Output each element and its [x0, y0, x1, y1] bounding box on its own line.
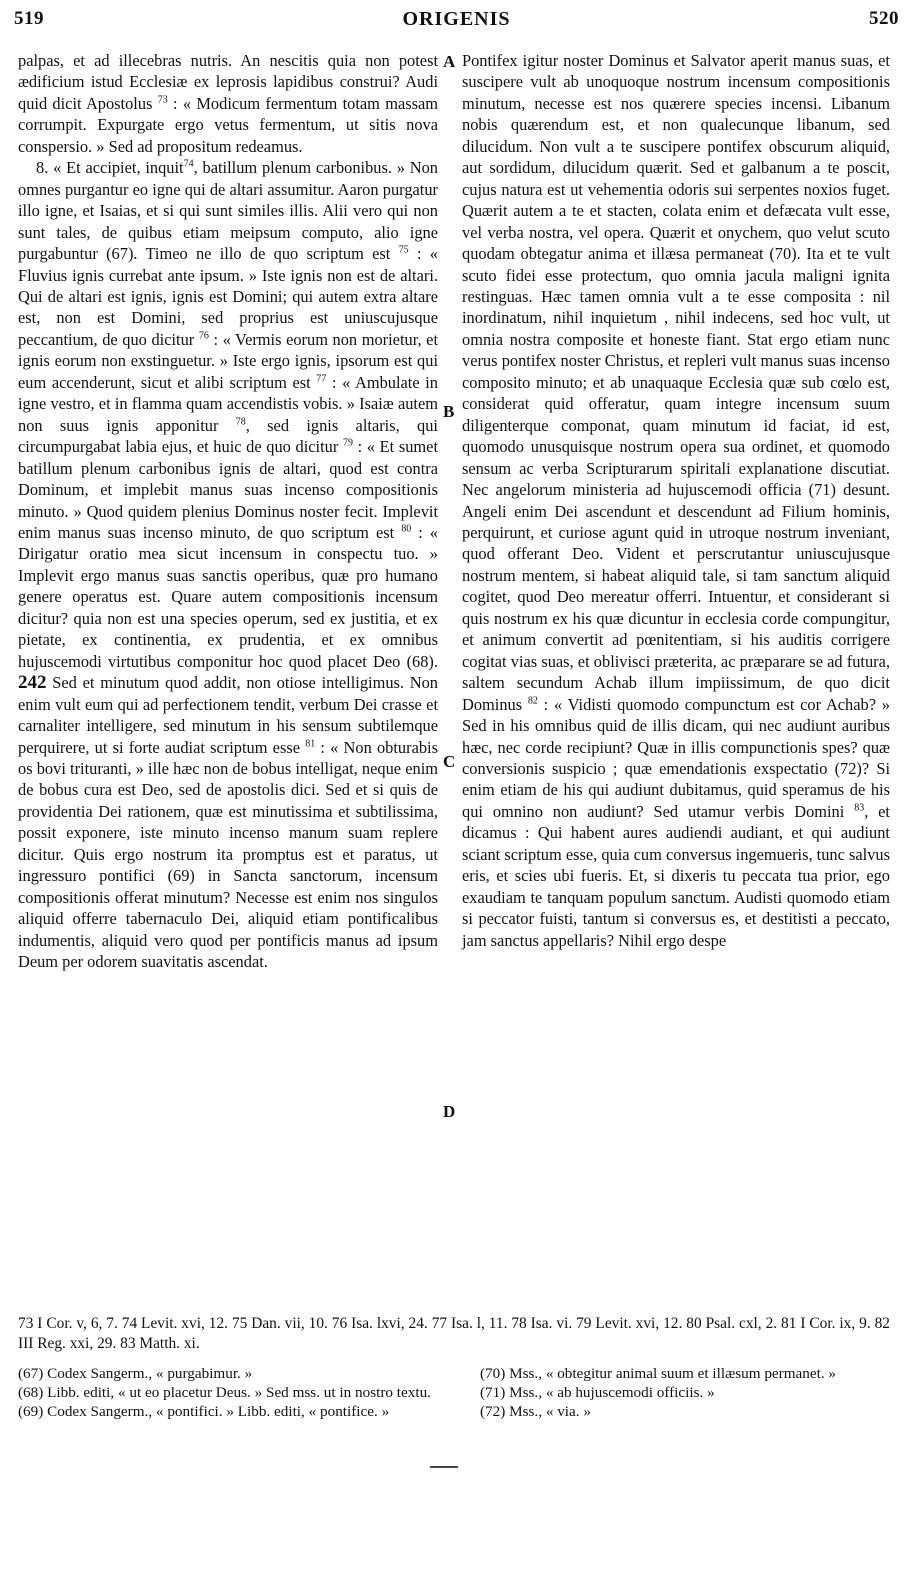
right-column: [462, 50, 890, 951]
scripture-references: 73 I Cor. v, 6, 7. 74 Levit. xvi, 12. 75 Dan. vii, 10. 76 Isa. lxvi, 24. 77 Isa. l, 11. 78 Isa. vi. 79 Levit. xvi, 12. 80 Psal. cxl, 2. 81 I Cor. ix, 9. 82 III Reg. xxi, 29. 83 Matth. xi.: [18, 1315, 890, 1352]
note-69: (69) Codex Sangerm., « pontifici. » Libb. editi, « pontifice. »: [18, 1403, 390, 1420]
page-number-right: 520: [869, 8, 899, 29]
ref-marker: 77: [316, 373, 327, 385]
section-marker-d: D: [443, 1102, 456, 1121]
section-marker-b: B: [443, 402, 455, 421]
section-marker-c: C: [443, 752, 456, 771]
left-paragraph-8: 8. « Et accipiet, inquit$^{74}$, batillum plenum carbonibus. » Non omnes purgantur eo igne qui de altari assumitur. Aaron purgatur illo igne, et Isaias, et si qui sunt similes illis. Alii vero qui non sunt tales, de quibus etiam meipsum computo, alio igne purgabuntur (67). Timeo ne illo de quo scriptum est $^{75}$ : « Fluvius ignis currebat ante ipsum. » Iste ignis non est de altari. Qui de altari est ignis, ignis est Domini; qui autem extra altare est, non est Domini, sed proprius est uniuscujusque peccantium, de quo dicitur $^{76}$ : « Vermis eorum non morietur, et ignis eorum non exstinguetur. » Iste ergo ignis, ipsorum est qui eum accenderunt, sicut et alibi scriptum est $^{77}$ : « Ambulate in igne vestro, et in flamma quam accendistis vobis. » Isaiæ autem non suus ignis apponitur $^{78}$, sed ignis altaris, qui circumpurgabat labia ejus, et huic de quo dicitur $^{79}$ : « Et sumet batillum plenum carbonibus ignis de altari, quod est contra Dominum, et implebit manus suas incenso compositionis minuto. » Quod quidem plenius Dominus noster fecit. Implevit enim manus suas incenso minuto, de quo scriptum est $^{80}$ : « Dirigatur oratio mea sicut incensum in conspectu tuo. » Implevit ergo manus suas sanctis operibus, quæ pro humano genere operatus est. Quare autem compositionis incensum dicitur? quia non est una species operum, sed ex justitia, et ex pietate, ex continentia, ex prudentia, et ex omnibus hujuscemodi virtutibus componitur hoc quod placet Deo (68). 242 Sed et minutum quod addit, non otiose intelligimus. Non enim vult eum qui ad perfectionem tendit, verbum Dei crasse et carnaliter intelligere, sed minutum in his sensum subtilemque perquirere, ut si forte audiat scriptum esse $^{81}$ : « Non obturabis os bovi trituranti, » ille hæc non de bobus intelligat, neque enim de bobus cura est Deo, sed de apostolis dici. Sed et si quis de providentia Dei rationem, quæ est minutissima et subtilissima, possit exponere, iste minuto incenso manum suam replere dicitur. Quis ergo nostrum ita promptus est et paratus, ut ingressuro pontifici (69) in Sancta sanctorum, incensum compositionis offerat minutum? Necesse est enim nos singulos aliquid offerre tabernaculo Dei, aliquid etiam pontificalibus indumentis, aliquid vero quod per pontificis manus ad ipsum Deum per odorem suavitatis ascendat.: [18, 158, 439, 972]
end-ornament: [430, 1466, 458, 1468]
note-72: (72) Mss., « via. »: [480, 1403, 591, 1420]
ref-marker: 78: [235, 416, 246, 428]
left-paragraph-1: palpas, et ad illecebras nutris. An nescitis quia non potest ædificium istud Ecclesiæ ex leprosis lapidibus construi? Audi quid dicit Apostolus $^{73}$ : « Modicum fermentum totam massam corrumpit. Expurgate ergo vetus fermentum, ut sitis nova conspersio. » Sed ad propositum redeamus.: [18, 51, 438, 156]
left-column: [18, 50, 438, 972]
ref-marker: 73: [157, 94, 168, 106]
note-67: (67) Codex Sangerm., « purgabimur. »: [18, 1365, 253, 1382]
notes-left: [18, 1364, 440, 1421]
section-marker-a: A: [443, 52, 456, 71]
running-header: [14, 8, 899, 38]
ref-marker: 81: [305, 738, 316, 750]
right-paragraph: Pontifex igitur noster Dominus et Salvator aperit manus suas, et suscipere vult ab unoquoque nostrum incensum compositionis minutum, necesse est nos quærere species incensi. Libanum nobis quærendum est, et non qualecunque libanum, sed dilucidum. Non vult a te suscipere pontifex obscurum aliquid, aut sordidum, dilucidum quærit. Sed et galbanum a te poscit, cujus natura est ut vehementia odoris sui serpentes noxios fuget. Quærit autem a te et stacten, colata enim et defæcata vult esse, vel verba nostra, vel opera. Quærit et onychem, quo velut scuto quodam obtegatur anima et illæsa permaneat (70). Ita et te vult scuto fidei esse protectum, quo omnia jacula maligni ignita restinguas. Hæc tamen omnia vult a te esse composita : nil inordinatum, nihil inquietum , nihil indecens, sed hoc vult, ut omnia nostra composite et honeste fiant. Stat ergo etiam nunc verus pontifex noster Christus, et repleri vult manus suas incenso composito minuto; et ab unaquaque Ecclesia quæ sub cœlo est, considerat quid offeratur, quam integre incensum suum diligenterque componat, quam minutum id faciat, id est, quomodo unusquisque nostrum opera sua ordinet, et quomodo sensum ac verba Scripturarum spiritali explanatione discutiat. Nec angelorum ministeria ad hujuscemodi officia (71) desunt. Angeli enim Dei ascendunt et descendunt ad Filium hominis, perquirunt, et curiose agunt quid in utroque nostrum inveniant, quod offerant Deo. Vident et perscrutantur uniuscujusque nostrum mentem, si habeat aliquid tale, si tam sanctum aliquid cogitet, quod Deo mereatur offerri. Intuentur, et considerant si quis nostrum ex his quæ dicuntur in ecclesia corde compungitur, et animum convertit ad pœnitentiam, si his auditis corrigere cogitat vias suas, et oblivisci præterita, ac præparare se ad futura, saltem secundum Achab illum impiissimum, de quo dicit Dominus $^{82}$ : « Vidisti quomodo compunctum est cor Achab? » Sed in his omnibus quid de illis dicam, qui nec audiunt auribus hæc, nec corde recipiunt? Quæ in illis compunctionis spes? quæ conversionis suspicio ; quæ emendationis exspectatio (72)? Si enim etiam de his qui audiunt dubitamus, quid speramus de his qui omnino non audiunt? Sed utamur verbis Domini $^{83}$, et dicamus : Qui habent aures audiendi audiant, et qui audiunt sciant scriptum esse, quia cum conversus ingemueris, tunc salvus eris, et scies ubi fueris. Et, si dixeris tu peccata tua prior, ego exaudiam te tanquam populum sanctum. Audisti quomodo etiam si peccator fuisti, tantum si conversus es, et destitisti a peccato, jam sanctus appellaris? Nihil ergo despe: [462, 51, 890, 950]
page-number-left: 519: [14, 8, 44, 29]
note-70: (70) Mss., « obtegitur animal suum et illæsum permanet. »: [480, 1365, 837, 1382]
ref-marker: 74: [183, 158, 194, 170]
ref-marker: 83: [854, 802, 865, 814]
notes-right: [480, 1364, 885, 1421]
note-71: (71) Mss., « ab hujuscemodi officiis. »: [480, 1384, 715, 1401]
ref-marker: 79: [342, 437, 353, 449]
running-title: ORIGENIS: [402, 8, 511, 30]
ref-marker: 82: [527, 695, 538, 707]
ref-marker: 75: [398, 244, 409, 256]
ref-marker: 80: [401, 523, 412, 535]
ref-marker: 76: [198, 330, 209, 342]
note-68: (68) Libb. editi, « ut eo placetur Deus. » Sed mss. ut in nostro textu.: [18, 1384, 431, 1401]
column-number: 242: [18, 672, 47, 694]
